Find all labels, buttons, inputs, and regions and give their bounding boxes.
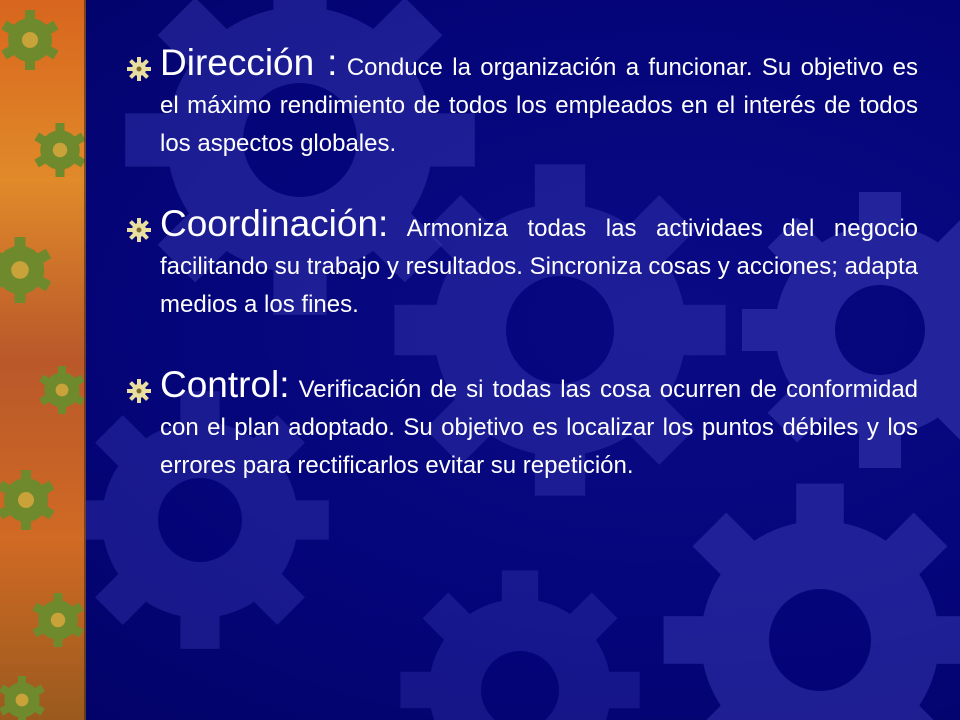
gear-bullet-icon	[126, 217, 152, 243]
bullet-description: Verificación de si todas las cosa ocurren de conformidad con el plan adoptado. Su objetivo es localizar los puntos débiles y los errores para rectificarlos evitar su repetición.	[160, 376, 919, 479]
bullet-description: Armoniza todas las actividaes del negocio facilitando su trabajo y resultados. Sincroniza cosas y acciones; adapta medios a los fines.	[160, 215, 918, 318]
bullet-text	[160, 44, 918, 163]
gear-bullet-icon	[126, 56, 152, 82]
bullet-term: Control:	[160, 364, 290, 405]
bullet-description: Conduce la organización a funcionar. Su objetivo es el máximo rendimiento de todos los empleados en el interés de todos los aspectos globales.	[160, 54, 918, 157]
bullet-item-coordinacion	[118, 205, 918, 324]
bullet-item-direccion	[118, 44, 918, 163]
bullet-text	[160, 366, 918, 485]
bullet-item-control	[118, 366, 918, 485]
gear-bullet-icon	[126, 378, 152, 404]
bullet-term: Dirección :	[160, 42, 338, 83]
left-decorative-strip	[0, 0, 86, 720]
bullet-list	[118, 44, 918, 527]
bullet-term: Coordinación:	[160, 203, 389, 244]
bullet-text	[160, 205, 918, 324]
gear-icon	[400, 570, 639, 720]
